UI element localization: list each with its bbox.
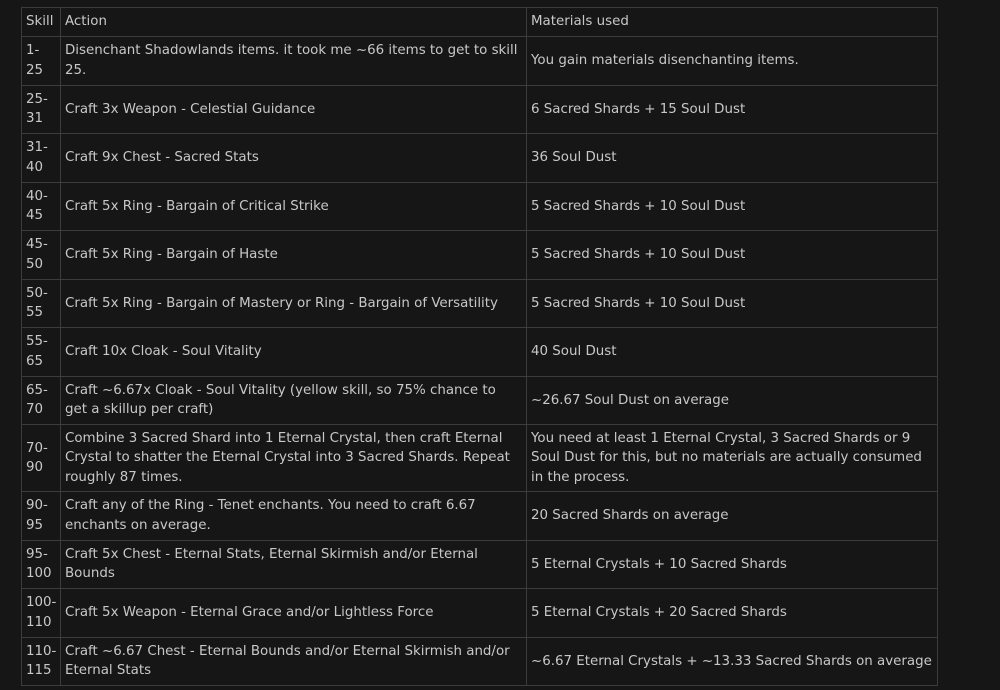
header-skill: Skill [22, 8, 61, 37]
table-row [22, 425, 938, 492]
skill-cell: 25-31 [22, 85, 61, 134]
table-row [22, 589, 938, 638]
materials-cell: 5 Sacred Shards + 10 Soul Dust [527, 231, 938, 280]
table-row [22, 85, 938, 134]
action-cell: Combine 3 Sacred Shard into 1 Eternal Crystal, then craft Eternal Crystal to shatter the Eternal Crystal into 3 Sacred Shards. Repeat roughly 87 times. [61, 425, 527, 492]
action-cell: Craft any of the Ring - Tenet enchants. You need to craft 6.67 enchants on average. [61, 492, 527, 541]
skill-guide-table [21, 7, 938, 686]
skill-guide-table-wrapper [21, 7, 937, 686]
action-cell: Craft 5x Ring - Bargain of Mastery or Ring - Bargain of Versatility [61, 279, 527, 328]
action-cell: Craft ~6.67x Cloak - Soul Vitality (yellow skill, so 75% chance to get a skillup per craft) [61, 376, 527, 425]
table-row [22, 637, 938, 686]
skill-cell: 40-45 [22, 182, 61, 231]
materials-cell: 5 Sacred Shards + 10 Soul Dust [527, 279, 938, 328]
materials-cell: 5 Sacred Shards + 10 Soul Dust [527, 182, 938, 231]
table-row [22, 231, 938, 280]
action-cell: Craft 10x Cloak - Soul Vitality [61, 328, 527, 377]
materials-cell: 6 Sacred Shards + 15 Soul Dust [527, 85, 938, 134]
skill-cell: 55-65 [22, 328, 61, 377]
action-cell: Craft 5x Weapon - Eternal Grace and/or Lightless Force [61, 589, 527, 638]
table-row [22, 182, 938, 231]
action-cell: Craft 9x Chest - Sacred Stats [61, 134, 527, 183]
skill-cell: 95-100 [22, 540, 61, 589]
action-cell: Disenchant Shadowlands items. it took me ~66 items to get to skill 25. [61, 37, 527, 86]
materials-cell: You need at least 1 Eternal Crystal, 3 Sacred Shards or 9 Soul Dust for this, but no materials are actually consumed in the process. [527, 425, 938, 492]
action-cell: Craft ~6.67 Chest - Eternal Bounds and/or Eternal Skirmish and/or Eternal Stats [61, 637, 527, 686]
materials-cell: 36 Soul Dust [527, 134, 938, 183]
skill-cell: 1-25 [22, 37, 61, 86]
materials-cell: ~26.67 Soul Dust on average [527, 376, 938, 425]
table-row [22, 540, 938, 589]
table-header-row [22, 8, 938, 37]
action-cell: Craft 3x Weapon - Celestial Guidance [61, 85, 527, 134]
action-cell: Craft 5x Ring - Bargain of Critical Strike [61, 182, 527, 231]
skill-cell: 70-90 [22, 425, 61, 492]
skill-cell: 45-50 [22, 231, 61, 280]
materials-cell: 5 Eternal Crystals + 10 Sacred Shards [527, 540, 938, 589]
table-row [22, 279, 938, 328]
table-row [22, 328, 938, 377]
materials-cell: 40 Soul Dust [527, 328, 938, 377]
skill-cell: 100-110 [22, 589, 61, 638]
skill-cell: 50-55 [22, 279, 61, 328]
action-cell: Craft 5x Chest - Eternal Stats, Eternal Skirmish and/or Eternal Bounds [61, 540, 527, 589]
table-row [22, 37, 938, 86]
materials-cell: 5 Eternal Crystals + 20 Sacred Shards [527, 589, 938, 638]
table-row [22, 134, 938, 183]
table-row [22, 492, 938, 541]
materials-cell: 20 Sacred Shards on average [527, 492, 938, 541]
materials-cell: ~6.67 Eternal Crystals + ~13.33 Sacred Shards on average [527, 637, 938, 686]
skill-cell: 31-40 [22, 134, 61, 183]
skill-cell: 110-115 [22, 637, 61, 686]
header-action: Action [61, 8, 527, 37]
header-materials: Materials used [527, 8, 938, 37]
skill-cell: 90-95 [22, 492, 61, 541]
table-row [22, 376, 938, 425]
skill-cell: 65-70 [22, 376, 61, 425]
materials-cell: You gain materials disenchanting items. [527, 37, 938, 86]
action-cell: Craft 5x Ring - Bargain of Haste [61, 231, 527, 280]
